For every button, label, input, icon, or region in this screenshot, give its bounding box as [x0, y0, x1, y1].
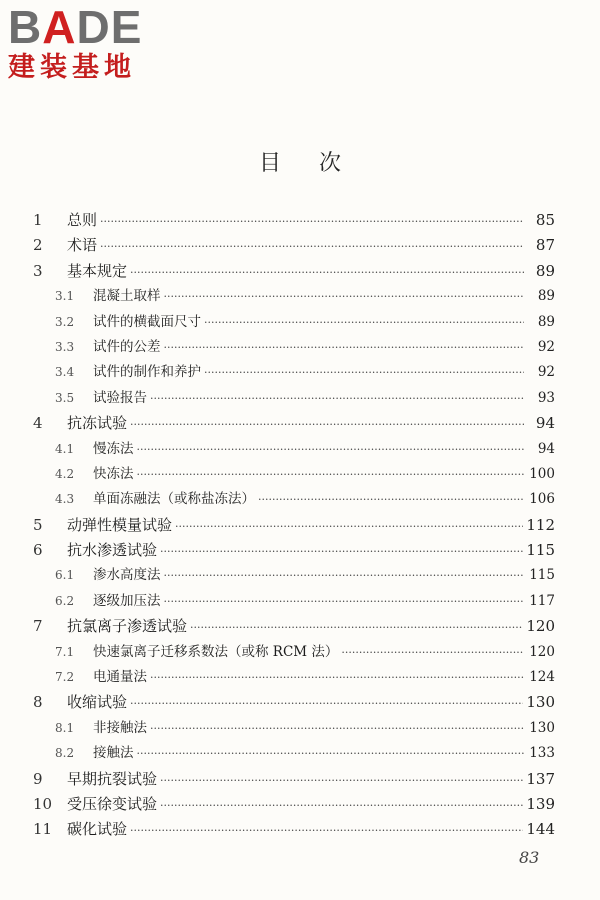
dot-leader [130, 818, 523, 843]
toc-entry-page: 89 [535, 261, 555, 280]
toc-entry[interactable] [33, 538, 555, 563]
toc-entry[interactable] [33, 462, 555, 487]
dot-leader [164, 589, 525, 614]
toc-entry[interactable] [33, 360, 555, 385]
toc-entry-number: 9 [33, 769, 43, 788]
logo-letters-de: DE [76, 1, 143, 53]
dot-leader [100, 234, 524, 259]
toc-entry[interactable] [33, 411, 555, 436]
toc-entry[interactable] [33, 208, 555, 233]
dot-leader [164, 335, 525, 360]
toc-entry-page: 115 [529, 567, 555, 584]
toc-entry-label: 基本规定 [67, 261, 128, 280]
toc-entry[interactable] [33, 640, 555, 665]
dot-leader [160, 768, 523, 793]
dot-leader [341, 640, 524, 665]
toc-entry-page: 106 [529, 491, 555, 508]
toc-entry[interactable] [33, 487, 555, 512]
toc-entry[interactable] [33, 817, 555, 842]
toc-entry-number: 8 [33, 693, 43, 712]
toc-entry-page: 130 [529, 719, 555, 736]
toc-entry-page: 120 [526, 617, 555, 636]
toc-entry-page: 124 [529, 669, 555, 686]
toc-entry-label: 快冻法 [93, 465, 134, 482]
toc-entry[interactable] [33, 665, 555, 690]
toc-entry-page: 93 [537, 389, 555, 406]
dot-leader [130, 412, 524, 437]
toc-entry-number: 3.5 [55, 390, 75, 405]
toc-entry-number: 5 [33, 515, 43, 534]
logo-letter-a: A [42, 1, 77, 53]
toc-entry-label: 混凝土取样 [93, 288, 161, 305]
toc-entry-number: 8.2 [55, 746, 75, 761]
toc-entry-number: 4 [33, 414, 43, 433]
toc-entry-page: 100 [529, 465, 555, 482]
toc-entry-number: 7.2 [55, 670, 75, 685]
toc-entry-label: 快速氯离子迁移系数法（或称 RCM 法） [93, 643, 339, 660]
toc-entry-label: 碳化试验 [67, 820, 128, 839]
toc-entry-page: 117 [529, 592, 555, 609]
toc-entry-page: 94 [537, 440, 555, 457]
toc-entry[interactable] [33, 310, 555, 335]
toc-entry-number: 3 [33, 261, 43, 280]
toc-entry-label: 试件的制作和养护 [93, 364, 201, 381]
toc-entry-label: 动弹性模量试验 [67, 515, 173, 534]
toc-entry-page: 115 [526, 541, 555, 560]
toc-entry[interactable] [33, 259, 555, 284]
toc-entry-number: 10 [33, 794, 53, 813]
dot-leader [204, 310, 524, 335]
toc-entry-number: 3.1 [55, 289, 75, 304]
toc-entry[interactable] [33, 614, 555, 639]
dot-leader [160, 539, 523, 564]
toc-entry-page: 89 [537, 288, 555, 305]
toc-entry-page: 112 [526, 515, 555, 534]
dot-leader [100, 209, 524, 234]
toc-entry-label: 早期抗裂试验 [67, 769, 158, 788]
toc-entry-number: 7 [33, 617, 43, 636]
toc-entry[interactable] [33, 386, 555, 411]
toc-entry-label: 试件的横截面尺寸 [93, 313, 201, 330]
toc-entry-page: 92 [537, 338, 555, 355]
toc-entry-number: 3.2 [55, 314, 75, 329]
dot-leader [150, 386, 524, 411]
toc-entry-label: 收缩试验 [67, 693, 128, 712]
toc-entry-label: 抗冻试验 [67, 414, 128, 433]
toc-entry-label: 抗氯离子渗透试验 [67, 617, 188, 636]
toc-entry-label: 试件的公差 [93, 338, 161, 355]
toc-entry-page: 139 [526, 794, 555, 813]
toc-entry-label: 单面冻融法（或称盐冻法） [93, 491, 255, 508]
dot-leader [130, 691, 523, 716]
toc-entry-label: 试验报告 [93, 389, 147, 406]
dot-leader [190, 615, 523, 640]
dot-leader [204, 360, 524, 385]
dot-leader [164, 563, 525, 588]
dot-leader [160, 793, 523, 818]
toc-entry-label: 电通量法 [93, 669, 147, 686]
toc-entry[interactable] [33, 437, 555, 462]
toc-entry-label: 慢冻法 [93, 440, 134, 457]
toc-entry-label: 逐级加压法 [93, 592, 161, 609]
toc-entry[interactable] [33, 741, 555, 766]
dot-leader [150, 716, 524, 741]
toc-entry-page: 137 [526, 769, 555, 788]
toc-entry-page: 120 [529, 643, 555, 660]
dot-leader [164, 284, 525, 309]
toc-entry-number: 3.4 [55, 365, 75, 380]
logo-subtitle: 建装基地 [8, 52, 136, 83]
toc-entry-label: 总则 [67, 211, 98, 229]
toc-entry-number: 4.1 [55, 441, 75, 456]
logo-wordmark [8, 1, 208, 53]
toc-entry-number: 1 [33, 211, 43, 229]
toc-entry-label: 渗水高度法 [93, 567, 161, 584]
dot-leader [150, 665, 524, 690]
toc-entry[interactable] [33, 284, 555, 309]
toc-entry-label: 术语 [67, 236, 98, 255]
logo-letter-b: B [8, 1, 43, 53]
toc-entry-number: 3.3 [55, 339, 75, 354]
page-number: 83 [519, 848, 540, 867]
toc-entry[interactable] [33, 716, 555, 741]
toc-entry-page: 144 [526, 820, 555, 839]
table-of-contents [33, 208, 555, 843]
toc-entry-label: 受压徐变试验 [67, 794, 158, 813]
dot-leader [137, 437, 525, 462]
toc-entry-label: 非接触法 [93, 719, 147, 736]
dot-leader [130, 260, 524, 285]
dot-leader [137, 462, 525, 487]
dot-leader [137, 741, 525, 766]
toc-entry-page: 130 [526, 693, 555, 712]
toc-entry-label: 抗水渗透试验 [67, 541, 158, 560]
toc-entry-number: 2 [33, 236, 43, 255]
toc-entry-label: 接触法 [93, 745, 134, 762]
bade-logo [8, 1, 208, 84]
toc-title: 目次 [258, 151, 379, 176]
toc-entry[interactable] [33, 513, 555, 538]
toc-entry-number: 6 [33, 541, 43, 560]
toc-entry-number: 6.2 [55, 593, 75, 608]
toc-entry-number: 7.1 [55, 644, 75, 659]
toc-entry-number: 4.3 [55, 492, 75, 507]
toc-entry-number: 4.2 [55, 466, 75, 481]
toc-entry-page: 92 [537, 364, 555, 381]
dot-leader [175, 514, 523, 539]
toc-entry-number: 8.1 [55, 720, 75, 735]
toc-entry-page: 94 [535, 414, 555, 433]
toc-entry[interactable] [33, 233, 555, 258]
toc-entry-page: 85 [535, 211, 555, 229]
toc-entry-number: 11 [33, 820, 53, 839]
dot-leader [258, 487, 524, 512]
toc-entry[interactable] [33, 690, 555, 715]
toc-entry[interactable] [33, 589, 555, 614]
toc-entry-number: 6.1 [55, 568, 75, 583]
toc-entry-page: 87 [535, 236, 555, 255]
toc-entry[interactable] [33, 563, 555, 588]
toc-entry[interactable] [33, 767, 555, 792]
toc-entry-page: 133 [529, 745, 555, 762]
toc-entry-page: 89 [537, 313, 555, 330]
toc-entry[interactable] [33, 792, 555, 817]
toc-entry[interactable] [33, 335, 555, 360]
